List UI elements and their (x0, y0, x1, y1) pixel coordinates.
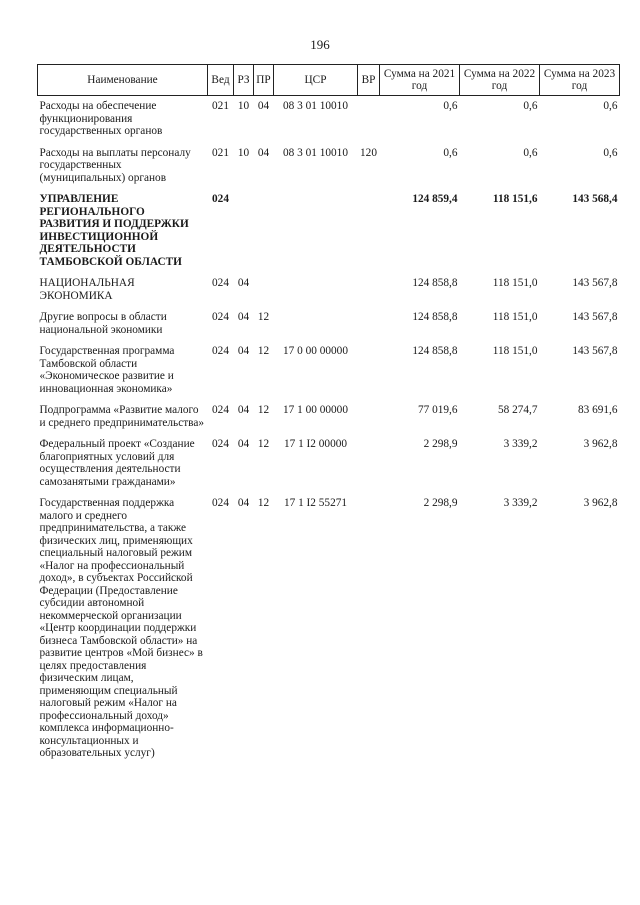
row-ved: 024 (212, 345, 229, 357)
row-vr (358, 400, 380, 434)
row-sum-2022: 58 274,7 (497, 404, 538, 416)
row-csr: 08 3 01 10010 (283, 146, 348, 159)
row-csr: 17 1 I2 00000 (283, 438, 348, 450)
row-vr (358, 273, 380, 307)
row-vr (358, 341, 380, 400)
row-csr (274, 307, 358, 341)
row-vr (358, 189, 380, 273)
row-rz: 04 (237, 277, 250, 289)
row-name: Государственная программа Тамбовской области «Экономическое развитие и инновационная экономика» (39, 345, 175, 395)
row-pr (254, 189, 274, 273)
row-name: Федеральный проект «Создание благоприятных условий для осуществления деятельности самозанятыми гражданами» (39, 438, 195, 488)
header-sum-2022: Сумма на 2022 год (460, 65, 540, 96)
row-sum-2022: 3 339,2 (503, 497, 538, 509)
table-row (38, 341, 620, 400)
row-sum-2023: 143 568,4 (572, 193, 618, 205)
table-row (38, 273, 620, 307)
header-rz: РЗ (234, 65, 254, 96)
table-row (38, 143, 620, 190)
row-sum-2022: 0,6 (523, 100, 538, 112)
table-row (38, 400, 620, 434)
row-pr: 12 (257, 497, 270, 509)
row-pr (254, 273, 274, 307)
row-sum-2023: 3 962,8 (583, 438, 618, 450)
row-vr (358, 493, 380, 765)
row-sum-2021: 2 298,9 (423, 497, 458, 509)
row-ved: 024 (212, 311, 229, 323)
table-row (38, 96, 620, 143)
row-rz: 04 (237, 497, 250, 509)
row-pr: 12 (257, 311, 270, 323)
row-name: Расходы на выплаты персоналу государственных (муниципальных) органов (39, 146, 191, 184)
header-ved: Вед (208, 65, 234, 96)
header-sum-2021: Сумма на 2021 год (380, 65, 460, 96)
row-sum-2023: 0,6 (603, 146, 618, 159)
row-name: Расходы на обеспечение функционирования государственных органов (39, 100, 163, 137)
row-name: НАЦИОНАЛЬНАЯ ЭКОНОМИКА (39, 277, 135, 302)
row-pr: 12 (257, 345, 270, 357)
row-sum-2022: 118 151,0 (492, 277, 538, 289)
row-sum-2021: 124 858,8 (412, 311, 458, 323)
header-csr: ЦСР (274, 65, 358, 96)
row-pr: 04 (257, 146, 270, 159)
header-vr: ВР (358, 65, 380, 96)
row-sum-2023: 83 691,6 (577, 404, 618, 416)
row-csr: 17 1 I2 55271 (283, 497, 348, 509)
row-ved: 024 (212, 404, 229, 416)
row-sum-2021: 0,6 (443, 100, 458, 112)
row-csr: 08 3 01 10010 (283, 100, 348, 112)
row-vr (358, 307, 380, 341)
row-sum-2023: 143 567,8 (572, 277, 618, 289)
row-name: Государственная поддержка малого и среднего предпринимательства, а также физических лиц, применяющих специальный налоговый режим «Налог на профессиональный доход», в субъектах Российской Федерации (Предоставление субсидии автономной некоммерческой организации «Центр координации поддержки бизнеса Тамбовской области» на развитие центров «Мой бизнес» в целях предоставления физическим лицам, применяющим специальный налоговый режим «Налог на профессиональный доход» комплекса информационно-консультационных и образовательных услуг) (39, 497, 203, 759)
row-sum-2023: 143 567,8 (572, 311, 618, 323)
row-ved: 024 (212, 277, 229, 289)
table-row (38, 434, 620, 493)
row-ved: 024 (212, 438, 229, 450)
row-name: УПРАВЛЕНИЕ РЕГИОНАЛЬНОГО РАЗВИТИЯ И ПОДДЕРЖКИ ИНВЕСТИЦИОННОЙ ДЕЯТЕЛЬНОСТИ ТАМБОВСКОЙ ОБЛАСТИ (39, 193, 189, 268)
header-sum-2023: Сумма на 2023 год (540, 65, 620, 96)
row-vr (358, 434, 380, 493)
row-sum-2023: 3 962,8 (583, 497, 618, 509)
row-rz: 04 (237, 404, 250, 416)
table-row (38, 189, 620, 273)
header-pr: ПР (254, 65, 274, 96)
row-sum-2023: 143 567,8 (572, 345, 618, 357)
table-body (38, 96, 620, 765)
row-pr: 04 (257, 100, 270, 112)
row-sum-2021: 77 019,6 (417, 404, 458, 416)
row-sum-2021: 124 858,8 (412, 277, 458, 289)
row-sum-2021: 124 858,8 (412, 345, 458, 357)
row-rz (234, 189, 254, 273)
row-rz: 04 (237, 345, 250, 357)
row-ved: 021 (212, 146, 229, 159)
page-number: 196 (310, 37, 330, 52)
row-rz: 04 (237, 311, 250, 323)
row-ved: 024 (212, 497, 229, 509)
row-csr (274, 273, 358, 307)
row-sum-2021: 124 859,4 (412, 193, 458, 205)
row-vr (358, 96, 380, 143)
row-sum-2022: 118 151,0 (492, 311, 538, 323)
row-ved: 024 (212, 193, 229, 205)
row-rz: 10 (237, 100, 250, 112)
row-pr: 12 (257, 404, 270, 416)
row-csr: 17 0 00 00000 (283, 345, 348, 357)
budget-table (37, 64, 620, 765)
row-sum-2021: 0,6 (443, 146, 458, 159)
row-pr: 12 (257, 438, 270, 450)
row-csr (274, 189, 358, 273)
row-csr: 17 1 00 00000 (283, 404, 348, 416)
row-ved: 021 (212, 100, 229, 112)
row-name: Другие вопросы в области национальной экономики (39, 311, 167, 336)
row-sum-2022: 118 151,0 (492, 345, 538, 357)
header-name: Наименование (38, 65, 208, 96)
row-rz: 10 (237, 146, 250, 159)
table-row (38, 307, 620, 341)
row-sum-2022: 0,6 (523, 146, 538, 159)
row-sum-2021: 2 298,9 (423, 438, 458, 450)
row-sum-2022: 3 339,2 (503, 438, 538, 450)
row-sum-2022: 118 151,6 (492, 193, 538, 205)
row-sum-2023: 0,6 (603, 100, 618, 112)
table-row (38, 493, 620, 765)
table-header-row (38, 65, 620, 96)
row-name: Подпрограмма «Развитие малого и среднего предпринимательства» (39, 404, 204, 429)
row-rz: 04 (237, 438, 250, 450)
row-vr: 120 (360, 146, 377, 159)
